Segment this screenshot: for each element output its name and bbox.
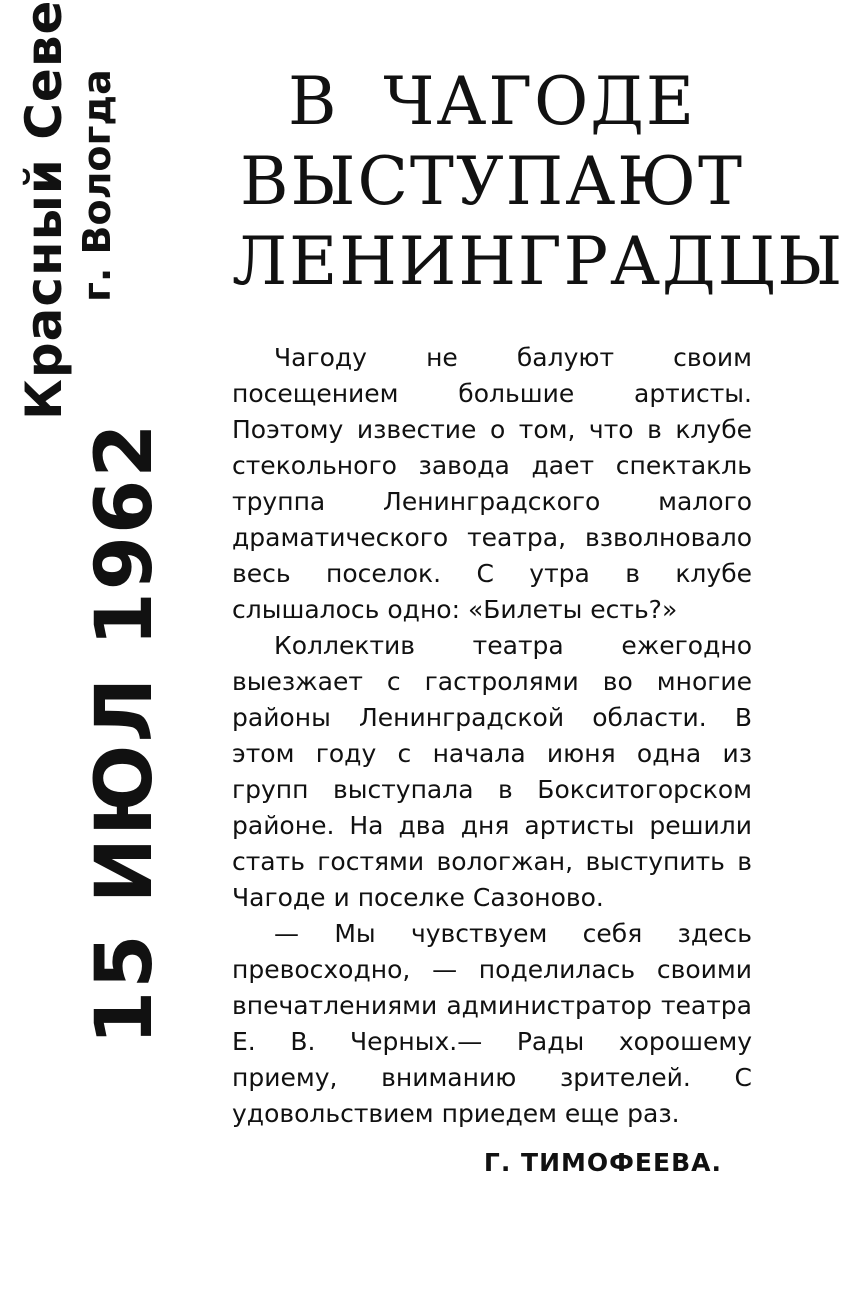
headline-line-2: ВЫСТУПАЮТ <box>240 143 744 220</box>
newspaper-name: Красный Севе <box>15 0 73 420</box>
headline-line-1: В ЧАГОДЕ <box>287 63 697 140</box>
newspaper-stamp <box>14 0 134 420</box>
paragraph: Коллектив театра ежегодно выезжает с гастролями во многие районы Ленинградской области. В этом году с начала июня одна из групп выступала в Бокситогорском районе. На два дня артисты решили стать гостями вологжан, выступить в Чагоде и поселке Сазоново. <box>232 631 752 912</box>
paragraph: Чагоду не балуют своим посещением большие артисты. Поэтому известие о том, что в клубе стекольного завода дает спектакль труппа Ленинградского малого драматического театра, взволновало весь поселок. С утра в клубе слышалось одно: «Билеты есть?» <box>232 343 752 624</box>
headline-line-3: ЛЕНИНГРАДЦЫ <box>232 223 844 300</box>
article <box>232 62 844 1177</box>
newspaper-city: г. Вологда <box>75 69 119 302</box>
headline <box>232 62 844 302</box>
date-stamp: 15 ИЮЛ 1962 <box>80 421 170 1045</box>
author-signature: Г. ТИМОФЕЕВА. <box>483 1148 722 1177</box>
paragraph: — Мы чувствуем себя здесь превосходно, — поделилась своими впечатлениями администратор театра Е. В. Черных.— Рады хорошему приему, вниманию зрителей. С удовольствием приедем еще раз. <box>232 919 752 1128</box>
article-body <box>232 340 752 1132</box>
